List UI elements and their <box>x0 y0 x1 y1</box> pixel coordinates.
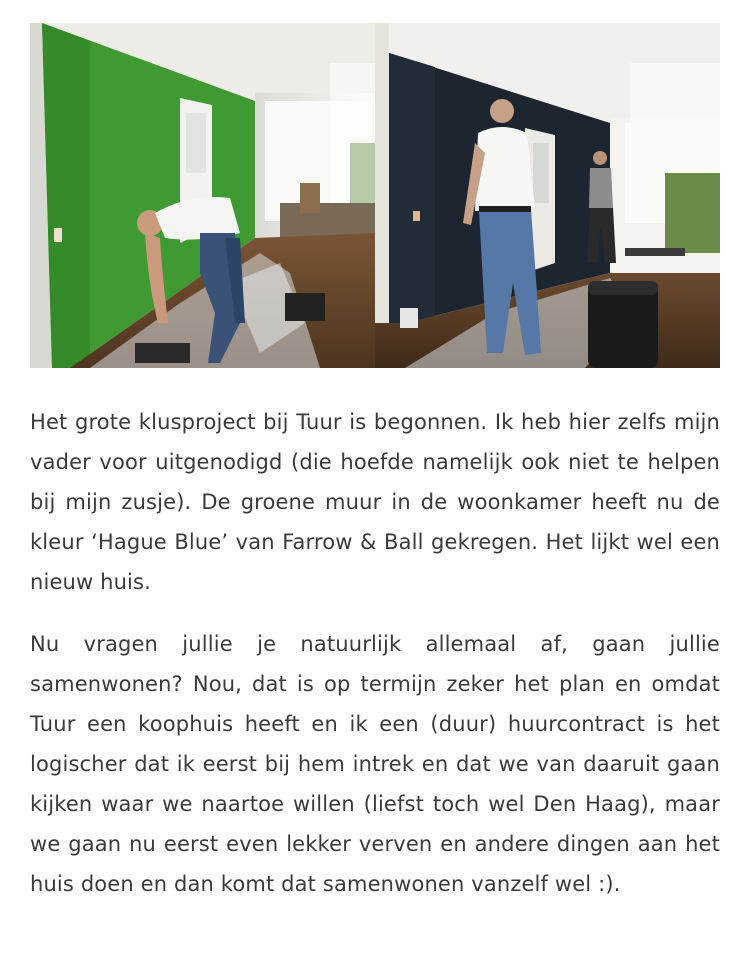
photo-before-green-wall <box>30 23 375 368</box>
paragraph-samenwonen: Nu vragen jullie je natuurlijk allemaal af, gaan jullie samenwonen? Nou, dat is op termijn zeker het plan en omdat Tuur een koophuis heeft en ik een (duur) huurcontract is het logischer dat ik eerst bij hem intrek en dat we van daaruit gaan kijken waar we naartoe willen (liefst toch wel Den Haag), maar we gaan nu eerst even lekker verven en andere dingen aan het huis doen en dan komt dat samenwonen vanzelf wel :). <box>30 632 720 896</box>
article-photo <box>30 23 720 368</box>
paragraph-klusproject: Het grote klusproject bij Tuur is begonnen. Ik heb hier zelfs mijn vader voor uitgenodigd (die hoefde namelijk ook niet te helpen bij mijn zusje). De groene muur in de woonkamer heeft nu de kleur ‘Hague Blue’ van Farrow & Ball gekregen. Het lijkt wel een nieuw huis. <box>30 410 720 594</box>
photo-after-blue-wall <box>375 23 720 368</box>
article-body <box>30 402 720 926</box>
